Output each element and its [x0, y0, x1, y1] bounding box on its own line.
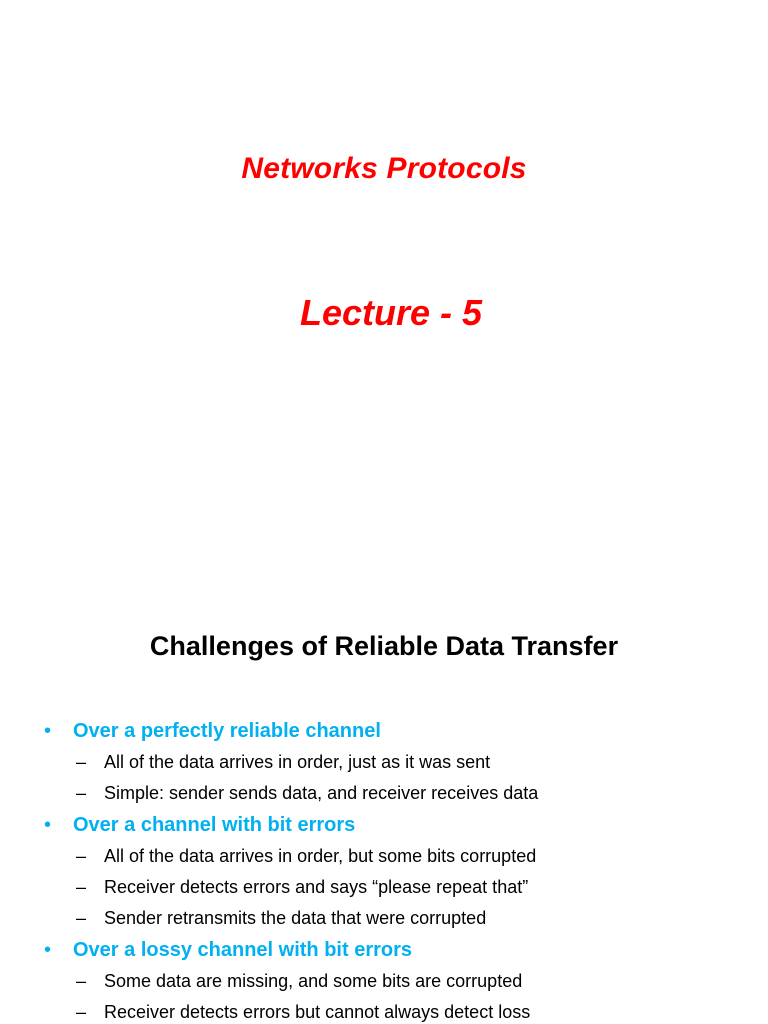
- dash-icon: –: [76, 971, 87, 991]
- sub-list: [73, 747, 764, 809]
- dash-icon: –: [76, 783, 87, 803]
- dash-icon: –: [76, 846, 87, 866]
- sub-item: [76, 997, 764, 1024]
- lecture-title: Lecture - 5: [299, 292, 483, 333]
- bullet-item: [44, 809, 764, 934]
- bullet-label: Over a channel with bit errors: [73, 814, 356, 836]
- sub-item: [76, 903, 764, 934]
- sub-item-text: All of the data arrives in order, but some bits corrupted: [104, 846, 537, 866]
- dash-icon: –: [76, 1002, 87, 1022]
- bullet-dot-icon: •: [44, 939, 52, 961]
- bullet-label: Over a lossy channel with bit errors: [73, 939, 413, 961]
- slide-heading: Challenges of Reliable Data Transfer: [149, 631, 619, 661]
- bullet-list: [44, 715, 764, 1024]
- sub-item-text: Receiver detects errors but cannot always detect loss: [104, 1002, 531, 1022]
- sub-item-text: Receiver detects errors and says “please repeat that”: [104, 877, 529, 897]
- dash-icon: –: [76, 877, 87, 897]
- sub-item: [76, 747, 764, 778]
- sub-item: [76, 841, 764, 872]
- sub-item: [76, 872, 764, 903]
- sub-item-text: Sender retransmits the data that were corrupted: [104, 908, 487, 928]
- course-title: Networks Protocols: [241, 152, 527, 185]
- sub-item-text: Some data are missing, and some bits are corrupted: [104, 971, 523, 991]
- sub-item-text: Simple: sender sends data, and receiver receives data: [104, 783, 539, 803]
- dash-icon: –: [76, 752, 87, 772]
- bullet-dot-icon: •: [44, 720, 52, 742]
- sub-item: [76, 966, 764, 997]
- bullet-dot-icon: •: [44, 814, 52, 836]
- sub-list: [73, 841, 764, 934]
- sub-list: [73, 966, 764, 1024]
- sub-item-text: All of the data arrives in order, just as it was sent: [104, 752, 491, 772]
- sub-item: [76, 778, 764, 809]
- bullet-item: [44, 715, 764, 809]
- dash-icon: –: [76, 908, 87, 928]
- bullet-item: [44, 934, 764, 1024]
- bullet-label: Over a perfectly reliable channel: [73, 720, 381, 742]
